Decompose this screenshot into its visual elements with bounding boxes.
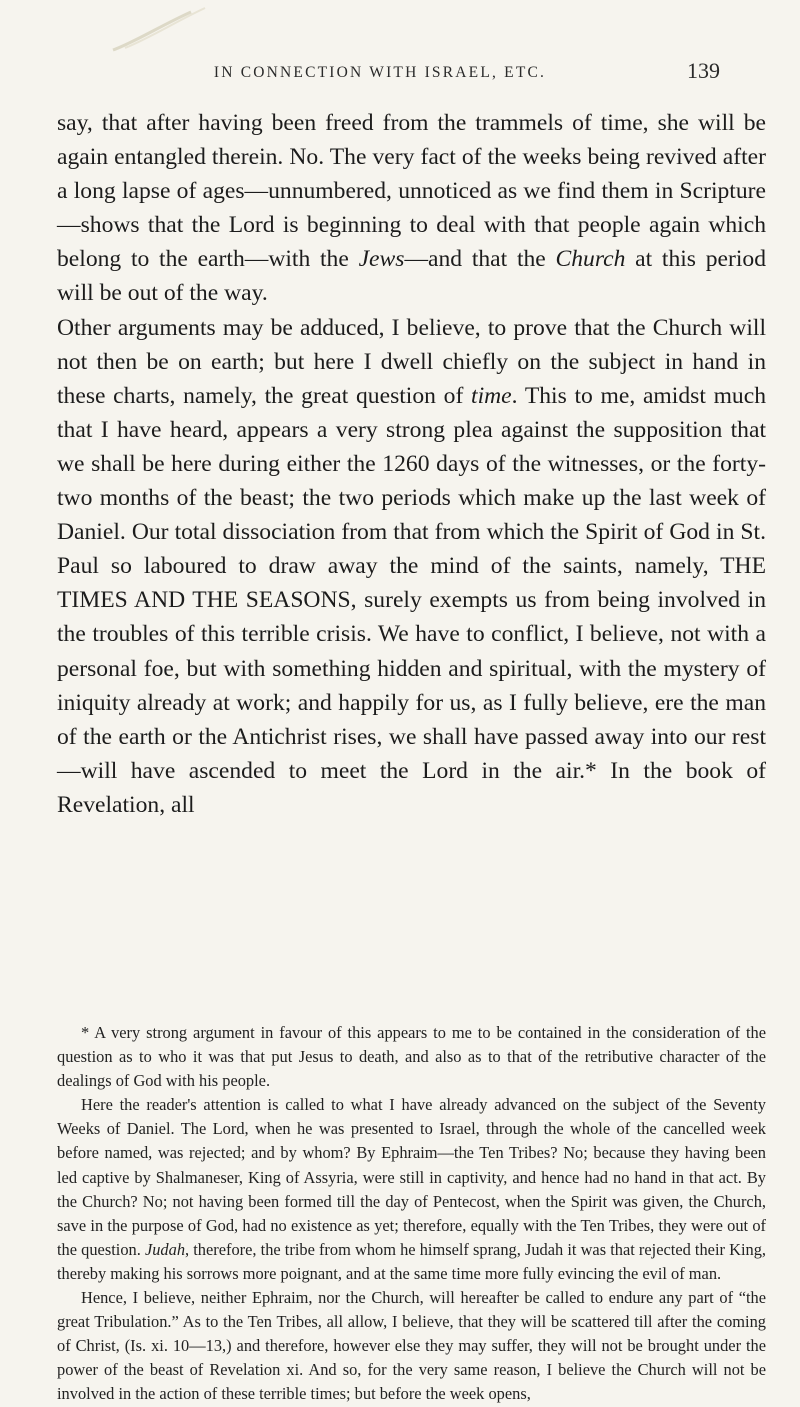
p1-text-c: at this period will be out of the way. — [57, 246, 766, 307]
p2-text-a: Other arguments may be adduced, I believe, to prove that the Church will not then be on earth; but here I dwell chiefly on the subject in hand in these charts, namely, the great question of — [57, 314, 766, 409]
f2-text-b: , therefore, the tribe from whom he himself sprang, Judah it was that rejected their King, thereby making his sorrows more poignant, and at the same time more fully evincing the evil of man. — [57, 1239, 766, 1283]
f2-text-a: Here the reader's attention is called to what I have already advanced on the subject of the Seventy Weeks of Daniel. The Lord, when he was presented to Israel, through the whole of the cancelled week before named, was rejected; and by whom? By Ephraim—the Ten Tribes? No; because they having been led captive by Shalmaneser, King of Assyria, were still in captivity, and hence had no hand in that act. By the Church? No; not having been formed till the day of Pentecost, when the Spirit was given, the Church, save in the purpose of God, had no existence as yet; therefore, equally with the Ten Tribes, they were out of the question. — [57, 1095, 766, 1259]
page-number: 139 — [687, 58, 720, 83]
ink-smudge-decoration — [105, 4, 215, 56]
footnotes — [57, 1021, 766, 1407]
f2-judah-italic: Judah — [144, 1239, 186, 1259]
p2-text-b: . This to me, amidst much that I have heard, appears a very strong plea against the supposition that we shall be here during either the 1260 days of the witnesses, or the forty-two months of the beast; the two periods which make up the last week of Daniel. Our total dissociation from that from which the Spirit of God in St. Paul so laboured to draw away the mind of the saints, namely, THE TIMES AND THE SEASONS, surely exempts us from being involved in the troubles of this terrible crisis. We have to conflict, I believe, not with a personal foe, but with something hidden and spiritual, with the mystery of iniquity already at work; and happily for us, as I fully believe, ere the man of the earth or the Antichrist rises, we shall have passed away into our rest—will have ascended to meet the Lord in the air.* In the book of Revelation, all — [57, 382, 766, 818]
footnote-1: * A very strong argument in favour of this appears to me to be contained in the consideration of the question as to who it was that put Jesus to death, and also as to that of the retributive character of the dealings of God with his people. — [57, 1023, 766, 1091]
paragraph-2 — [57, 311, 766, 822]
p1-church-italic: Church — [555, 246, 626, 273]
footnote-3: Hence, I believe, neither Ephraim, nor the Church, will hereafter be called to endure any part of “the great Tribulation.” As to the Ten Tribes, all allow, I believe, that they will be scattered till after the coming of Christ, (Is. xi. 10—13,) and therefore, however else they may suffer, they will not be brought under the power of the beast of Revelation xi. And so, for the very same reason, I believe the Church will not be involved in the action of these terrible times; but before the week opens, — [57, 1288, 766, 1404]
p1-text-b: —and that the — [404, 246, 556, 273]
p1-text-a: say, that after having been freed from the trammels of time, she will be again entangled therein. No. The very fact of the weeks being revived after a long lapse of ages—unnumbered, unnoticed as we find them in Scripture—shows that the Lord is beginning to deal with that people again which belong to the earth—with the — [57, 110, 766, 273]
main-text — [57, 106, 766, 822]
p2-time-italic: time — [471, 382, 512, 409]
p1-jews-italic: Jews — [358, 246, 405, 273]
running-head: IN CONNECTION WITH ISRAEL, ETC. — [213, 64, 547, 81]
footnote-2 — [57, 1093, 766, 1286]
paragraph-1 — [57, 106, 766, 311]
